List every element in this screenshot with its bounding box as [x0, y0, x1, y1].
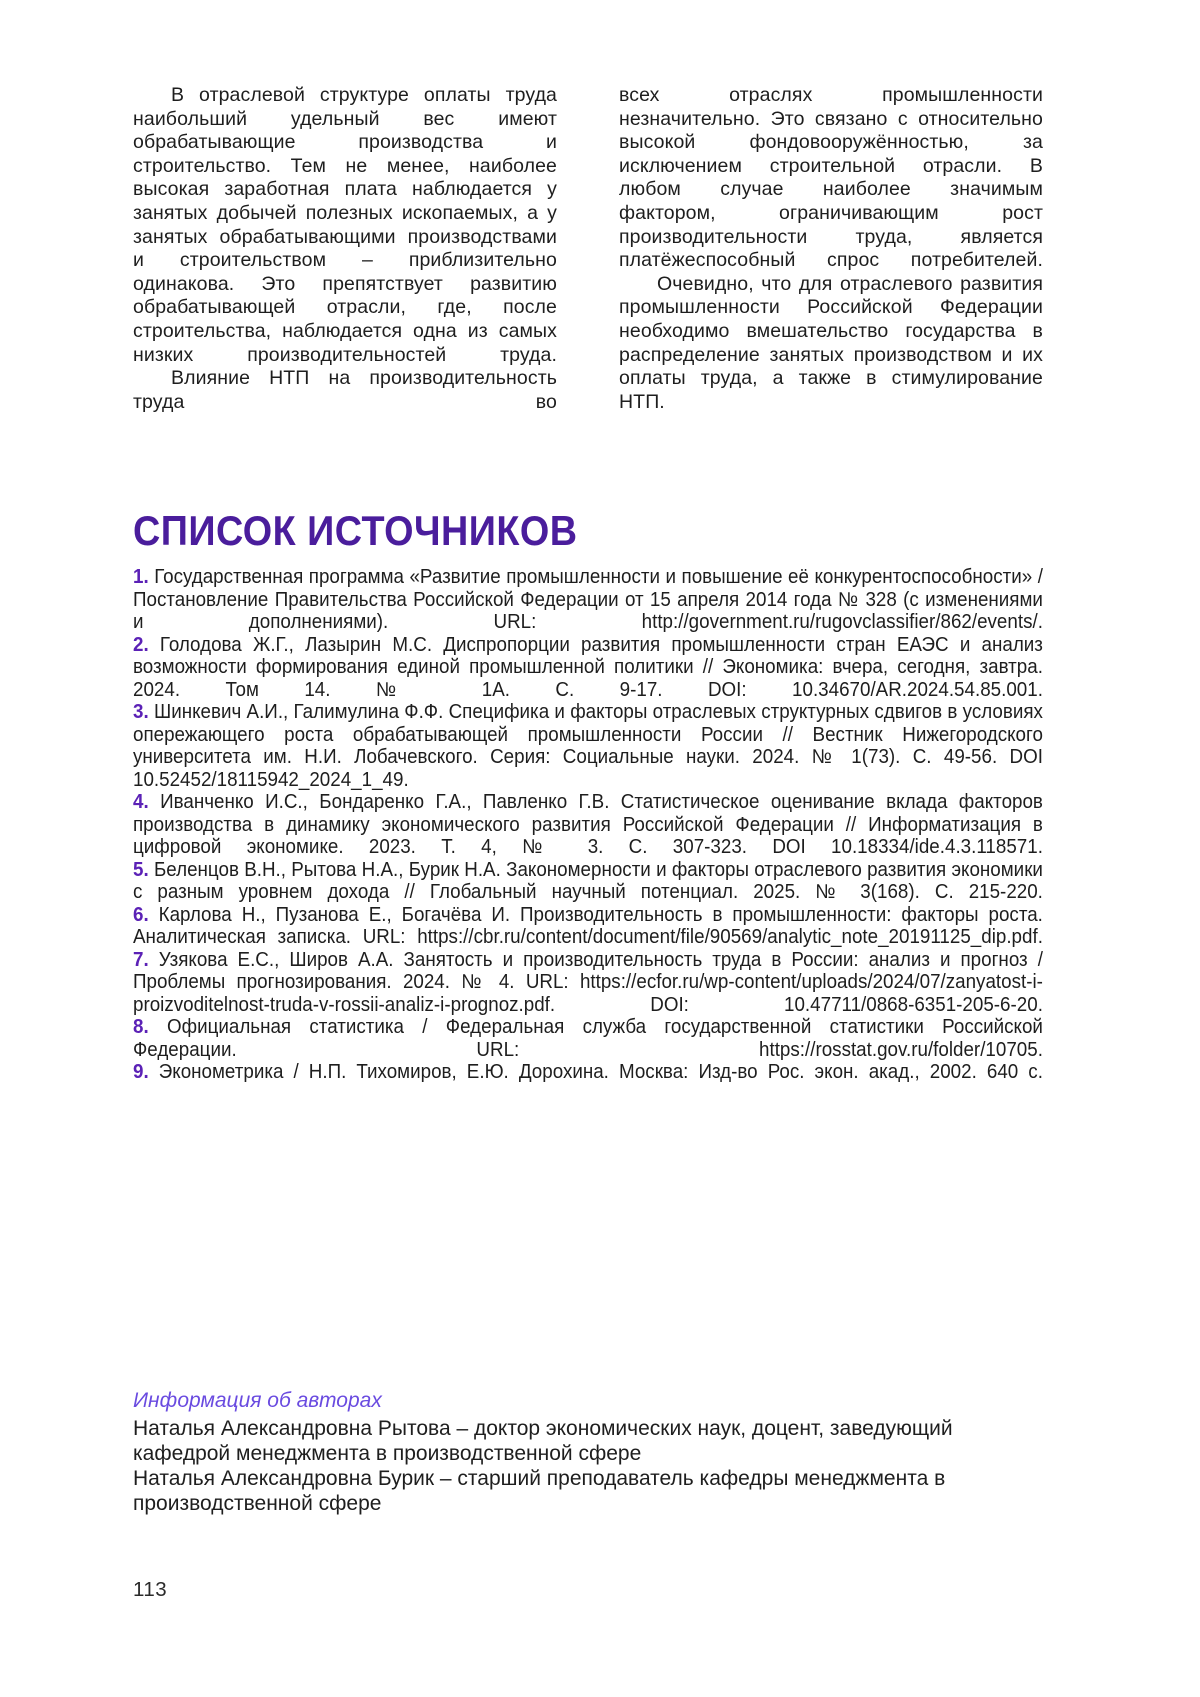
reference-item — [133, 701, 1043, 791]
body-column-right — [619, 84, 1043, 502]
reference-text: Шинкевич А.И., Галимулина Ф.Ф. Специфика и факторы отраслевых структурных сдвигов в условиях опережающего роста обрабатывающей промышленности России // Вестник Нижегородского университета им. Н.И. Лобачевского. Серия: Социальные науки. 2024. № 1(73). С. 49-56. DOI 10.52452/18115942_2024_1_49. — [133, 701, 1043, 791]
reference-number: 4. — [133, 791, 149, 813]
reference-text: Узякова Е.С., Широв А.А. Занятость и производительность труда в России: анализ и прогноз / Проблемы прогнозирования. 2024. № 4. URL: https://ecfor.ru/wp-content/uploads/2024/07/zanyatost-i-proizvoditelnost-truda-v-rossii-analiz-i-prognoz.pdf. DOI: 10.47711/0868-6351-205-6-20. — [133, 948, 1043, 1016]
body-paragraph: Влияние НТП на производительность труда во — [133, 367, 557, 413]
reference-text: Эконометрика / Н.П. Тихомиров, Е.Ю. Дорохина. Москва: Изд-во Рос. экон. акад., 2002. 640 с. — [158, 1061, 1043, 1083]
references-list — [133, 566, 1043, 1274]
reference-item — [133, 1061, 1043, 1084]
authors-info-heading: Информация об авторах — [133, 1389, 382, 1412]
reference-text: Официальная статистика / Федеральная служба государственной статистики Российской Федерации. URL: https://rosstat.gov.ru/folder/10705. — [133, 1016, 1043, 1061]
reference-item — [133, 566, 1043, 634]
reference-item — [133, 949, 1043, 1017]
author-entry: Наталья Александровна Бурик – старший преподаватель кафедры менеджмента в производственной сфере — [133, 1467, 946, 1515]
reference-text: Государственная программа «Развитие промышленности и повышение её конкурентоспособности» / Постановление Правительства Российской Федерации от 15 апреля 2014 года № 328 (с изменениями и дополнениями). URL: http://government.ru/rugovclassifier/862/events/. — [133, 566, 1043, 633]
reference-item — [133, 634, 1043, 702]
reference-number: 1. — [133, 566, 149, 588]
reference-number: 7. — [133, 948, 149, 971]
body-paragraph: Очевидно, что для отраслевого развития промышленности Российской Федерации необходимо вмешательство государства в распределение занятых производством и их оплаты труда, а также в стимулирование НТП. — [619, 272, 1043, 413]
reference-text: Голодова Ж.Г., Лазырин М.С. Диспропорции развития промышленности стран ЕАЭС и анализ возможности формирования единой промышленной политики // Экономика: вчера, сегодня, завтра. 2024. Том 14. № 1А. С. 9-17. DOI: 10.34670/AR.2024.54.85.001. — [133, 633, 1043, 701]
authors-info-section — [133, 1388, 1033, 1516]
reference-item — [133, 791, 1043, 859]
reference-item — [133, 1016, 1043, 1061]
reference-number: 9. — [133, 1061, 149, 1083]
reference-item — [133, 904, 1043, 949]
page-number: 113 — [133, 1578, 168, 1601]
reference-number: 5. — [133, 858, 149, 881]
body-paragraph: В отраслевой структуре оплаты труда наибольший удельный вес имеют обрабатывающие производства и строительство. Тем не менее, наиболее высокая заработная плата наблюдается у занятых добычей полезных ископаемых, а у занятых обрабатывающими производствами и строительством – приблизительно одинакова. Это препятствует развитию обрабатывающей отрасли, где, после строительства, наблюдается одна из самых низких производительностей труда. — [133, 84, 557, 366]
reference-number: 2. — [133, 633, 149, 656]
reference-text: Иванченко И.С., Бондаренко Г.А., Павленко Г.В. Статистическое оценивание вклада факторов производства в динамику экономического развития Российской Федерации // Информатизация в цифровой экономике. 2023. Т. 4, № 3. С. 307-323. DOI 10.18334/ide.4.3.118571. — [133, 791, 1043, 858]
reference-text: Карлова Н., Пузанова Е., Богачёва И. Производительность в промышленности: факторы роста. Аналитическая записка. URL: https://cbr.ru/content/document/file/90569/analytic_note_20191125_dip.pdf. — [133, 903, 1043, 948]
reference-number: 3. — [133, 701, 149, 723]
body-column-left — [133, 84, 557, 502]
body-paragraph: всех отраслях промышленности незначительно. Это связано с относительно высокой фондовооружённостью, за исключением строительной отрасли. В любом случае наиболее значимым фактором, ограничивающим рост производительности труда, является платёжеспособный спрос потребителей. — [619, 84, 1043, 272]
reference-number: 6. — [133, 903, 149, 926]
author-entry: Наталья Александровна Рытова – доктор экономических наук, доцент, заведующий кафедрой менеджмента в производственной сфере — [133, 1417, 953, 1465]
reference-item — [133, 859, 1043, 904]
article-body-columns — [133, 84, 1043, 502]
sources-heading: СПИСОК ИСТОЧНИКОВ — [133, 507, 578, 554]
reference-text: Беленцов В.Н., Рытова Н.А., Бурик Н.А. Закономерности и факторы отраслевого развития экономики с разным уровнем дохода // Глобальный научный потенциал. 2025. № 3(168). С. 215-220. — [133, 858, 1043, 903]
reference-number: 8. — [133, 1016, 149, 1038]
